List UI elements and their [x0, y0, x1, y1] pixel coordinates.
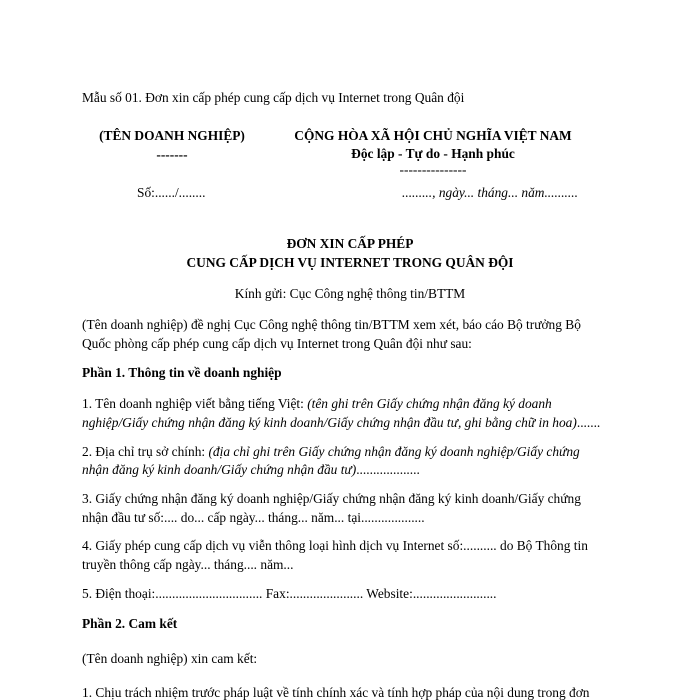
item1-note: (tên ghi trên Giấy chứng nhận đăng ký doanh — [307, 396, 552, 411]
part1-item2-line-1 — [82, 445, 580, 458]
part1-item4-line-2: truyền thông cấp ngày... tháng.... năm... — [82, 557, 294, 572]
document-subtitle: CUNG CẤP DỊCH VỤ INTERNET TRONG QUÂN ĐỘI — [186, 255, 514, 270]
part1-item1-line-1 — [82, 397, 552, 410]
item2-prefix: 2. Địa chỉ trụ sở chính: — [82, 444, 209, 459]
part1-item1-line-2 — [82, 416, 600, 429]
item1-dots: ....... — [576, 415, 601, 430]
part1-heading: Phần 1. Thông tin về doanh nghiệp — [82, 365, 282, 380]
item1-note-cont: nghiệp/Giấy chứng nhận đăng ký kinh doanh/Giấy chứng nhận đầu tư, ghi bằng chữ in hoa) — [82, 415, 577, 430]
part2-item1: 1. Chịu trách nhiệm trước pháp luật về tính chính xác và tính hợp pháp của nội dung trong đơn — [82, 685, 590, 700]
org-dashes: ------- — [156, 147, 188, 162]
country-name: CỘNG HÒA XÃ HỘI CHỦ NGHĨA VIỆT NAM — [294, 128, 572, 143]
item2-note-cont: nhận đăng ký kinh doanh/Giấy chứng nhận đầu tư) — [82, 462, 357, 477]
national-motto: Độc lập - Tự do - Hạnh phúc — [351, 146, 515, 161]
item1-prefix: 1. Tên doanh nghiệp viết bằng tiếng Việt: — [82, 396, 308, 411]
part2-heading: Phần 2. Cam kết — [82, 616, 178, 631]
item2-note: (địa chỉ ghi trên Giấy chứng nhận đăng ký doanh nghiệp/Giấy chứng — [208, 444, 580, 459]
form-caption: Mẫu số 01. Đơn xin cấp phép cung cấp dịch vụ Internet trong Quân đội — [82, 90, 465, 105]
part2-intro: (Tên doanh nghiệp) xin cam kết: — [82, 651, 258, 666]
item2-dots: ................... — [356, 462, 420, 477]
part1-item5: 5. Điện thoại:................................ Fax:...................... Website:......................... — [82, 586, 497, 601]
intro-paragraph-line-2: Quốc phòng cấp phép cung cấp dịch vụ Internet trong Quân đội như sau: — [82, 336, 472, 351]
motto-dashes: --------------- — [399, 162, 467, 177]
document-number: Số:....../........ — [137, 185, 206, 200]
recipient-line: Kính gửi: Cục Công nghệ thông tin/BTTM — [234, 286, 466, 301]
part1-item3-line-1: 3. Giấy chứng nhận đăng ký doanh nghiệp/Giấy chứng nhận đăng ký kinh doanh/Giấy chứng — [82, 491, 581, 506]
document-title: ĐƠN XIN CẤP PHÉP — [286, 236, 414, 251]
org-name: (TÊN DOANH NGHIỆP) — [99, 128, 245, 143]
intro-paragraph-line-1: (Tên doanh nghiệp) đề nghị Cục Công nghệ thông tin/BTTM xem xét, báo cáo Bộ trưởng Bộ — [82, 317, 581, 332]
part1-item4-line-1: 4. Giấy phép cung cấp dịch vụ viễn thông loại hình dịch vụ Internet số:.......... do Bộ Thông tin — [82, 538, 588, 553]
part1-item2-line-2 — [82, 463, 420, 476]
date-line: ........., ngày... tháng... năm.......... — [402, 185, 578, 200]
part1-item3-line-2: nhận đầu tư số:.... do... cấp ngày... tháng... năm... tại................... — [82, 510, 425, 525]
